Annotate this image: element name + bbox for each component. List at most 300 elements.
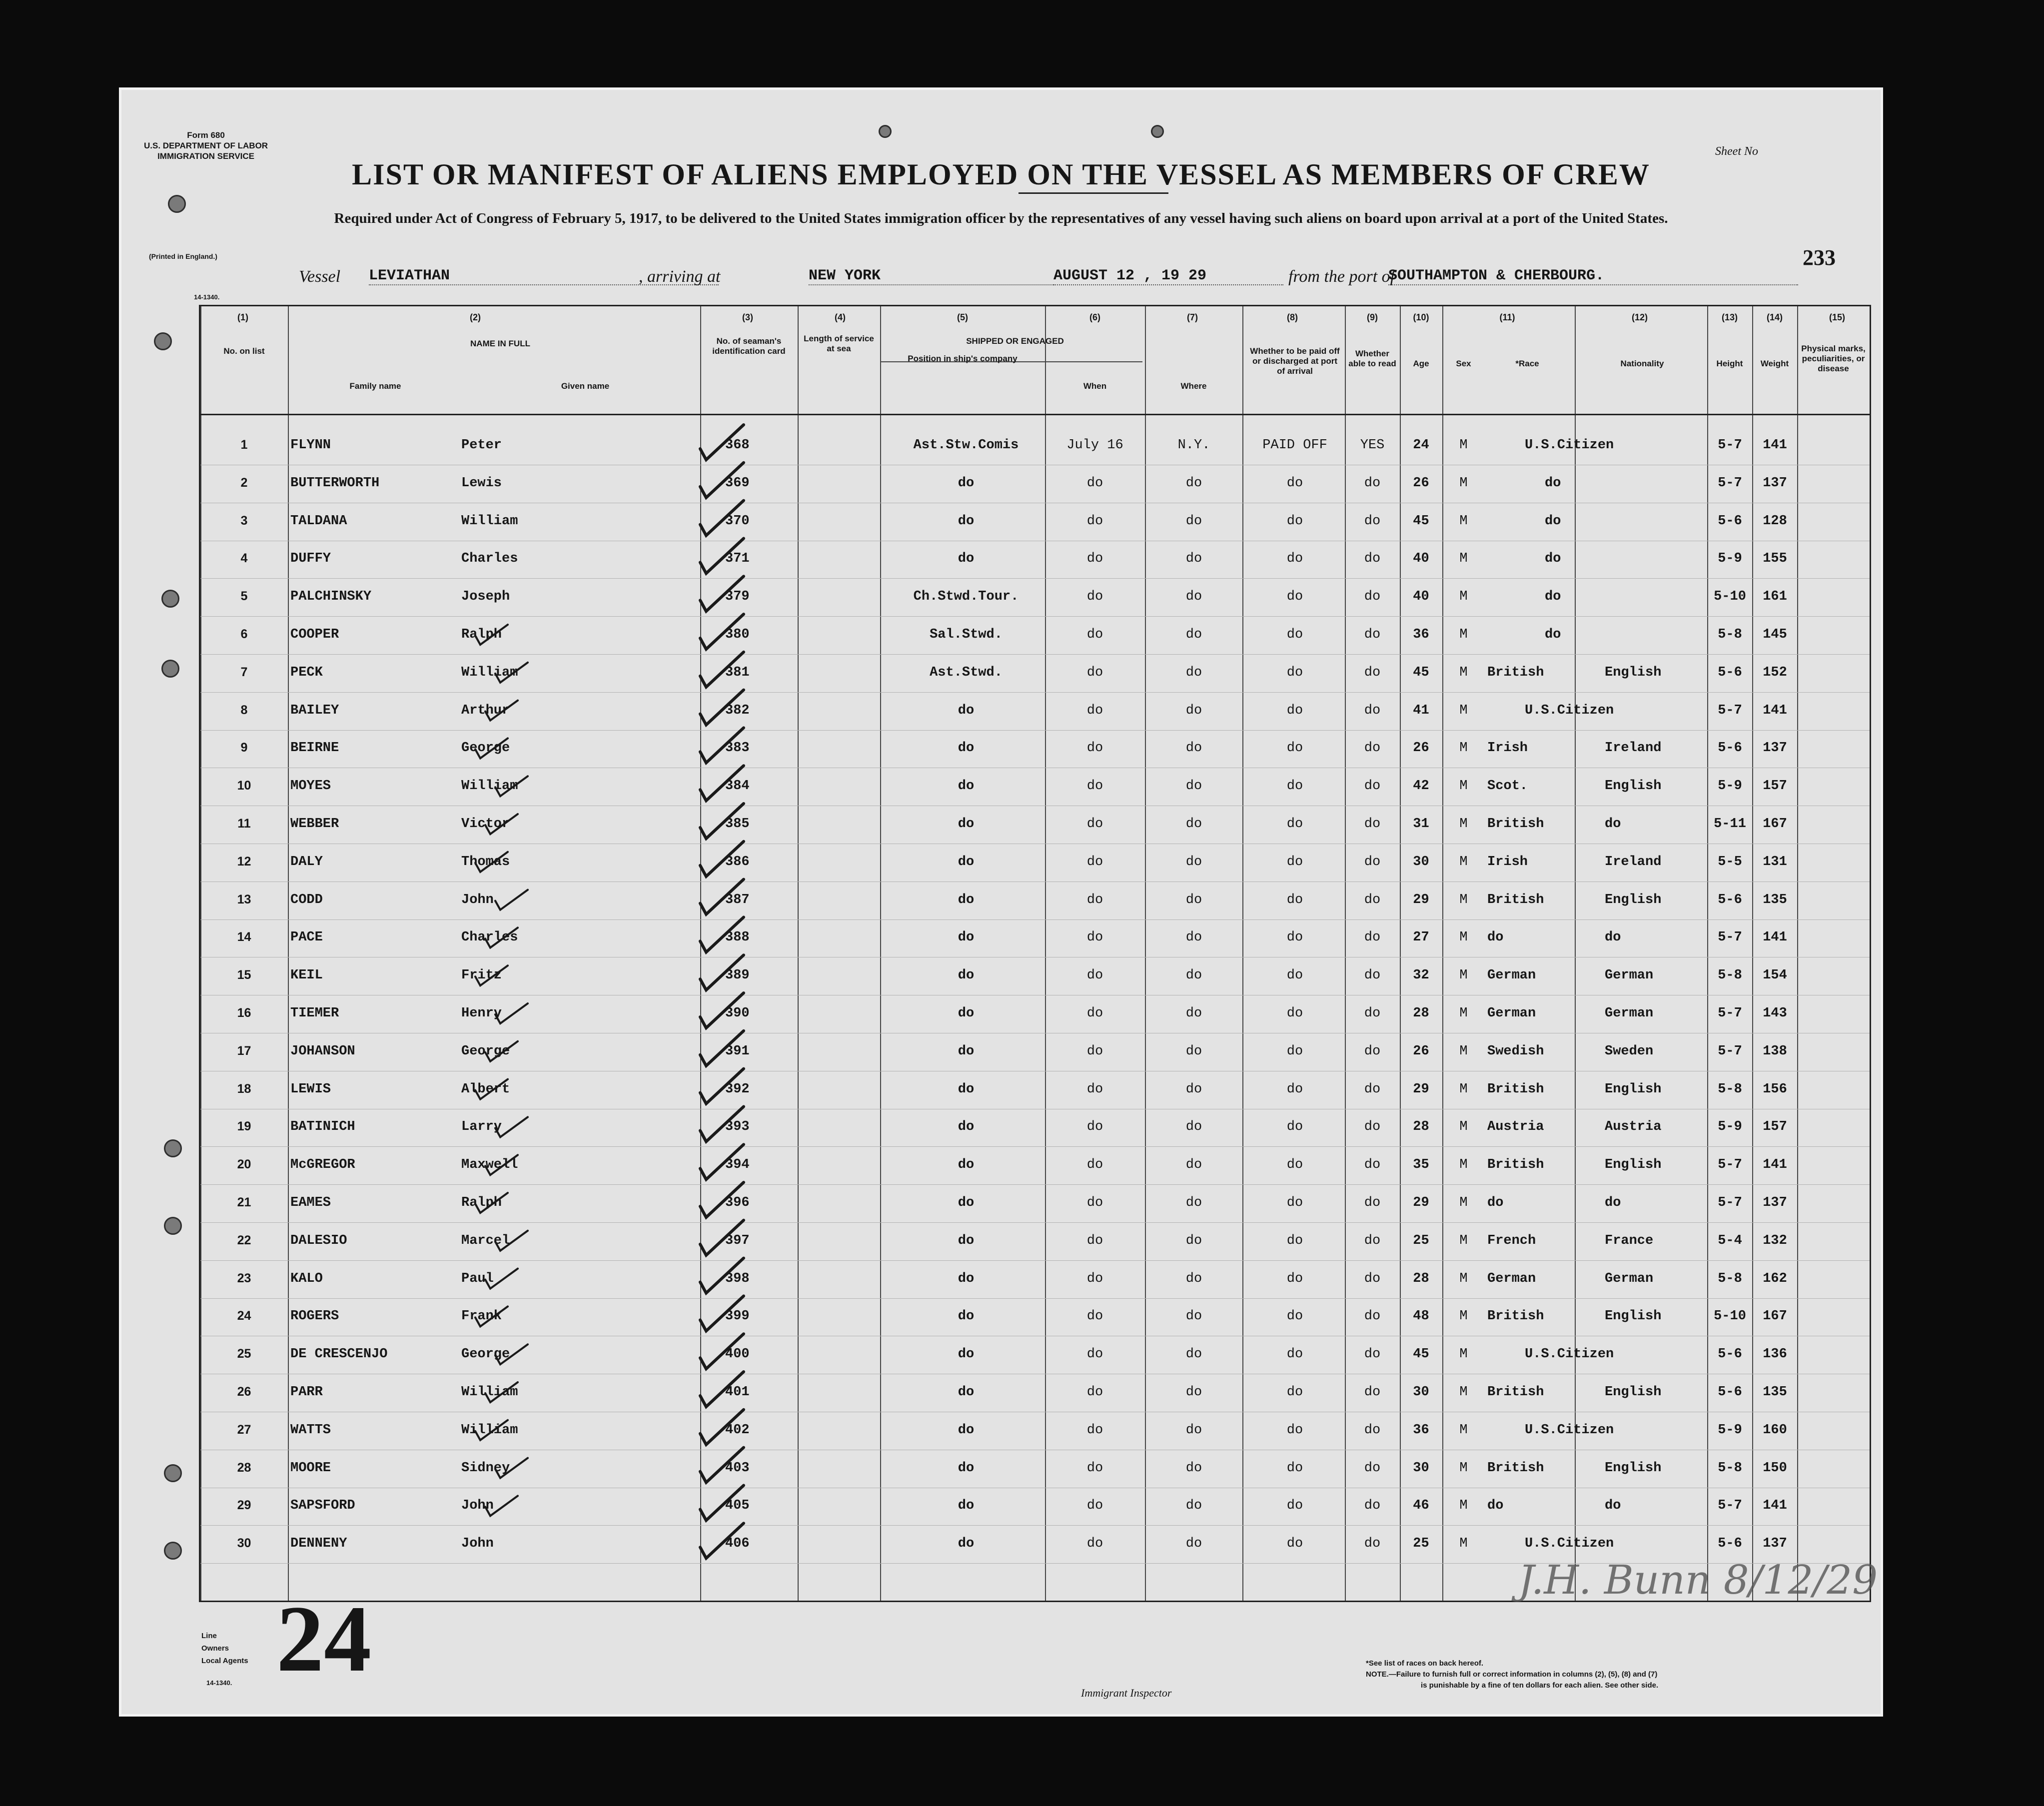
cell-race: British xyxy=(1487,1460,1544,1476)
cell-sex: M xyxy=(1459,854,1468,870)
cell-paid: do xyxy=(1286,1309,1303,1324)
cell-card: 396 xyxy=(725,1195,750,1210)
cell-given: William xyxy=(461,1385,518,1400)
header-num-15: (15) xyxy=(1829,312,1845,322)
cell-sex: M xyxy=(1459,1195,1468,1210)
cell-card: 385 xyxy=(725,817,750,832)
cell-age: 26 xyxy=(1413,741,1429,756)
cell-sex: M xyxy=(1459,1006,1468,1021)
cell-no: 26 xyxy=(237,1385,251,1399)
header-able-to-read: Whether able to read xyxy=(1348,349,1396,368)
cell-weight: 131 xyxy=(1763,854,1787,870)
cell-when: do xyxy=(1086,1157,1103,1173)
cell-sex: M xyxy=(1459,1309,1468,1324)
cell-when: do xyxy=(1086,854,1103,870)
cell-when: do xyxy=(1086,665,1103,680)
cell-age: 30 xyxy=(1413,854,1429,870)
header-where: Where xyxy=(1180,381,1207,391)
cell-card: 380 xyxy=(725,627,750,642)
cell-sex: M xyxy=(1459,1043,1468,1059)
cell-nationality: France xyxy=(1605,1233,1654,1248)
cell-read: do xyxy=(1364,1422,1381,1438)
cell-paid: do xyxy=(1286,817,1303,832)
cell-card: 402 xyxy=(725,1422,750,1438)
cell-position: Ast.Stwd. xyxy=(930,665,1003,680)
cell-race: U.S.Citizen xyxy=(1525,703,1614,718)
cell-where: do xyxy=(1185,779,1202,794)
cell-race: do xyxy=(1487,1498,1504,1514)
cell-when: do xyxy=(1086,1119,1103,1135)
note-races: *See list of races on back hereof. xyxy=(1366,1659,1484,1668)
cell-no: 9 xyxy=(240,741,248,755)
binder-hole xyxy=(161,660,179,678)
cell-no: 27 xyxy=(237,1422,251,1437)
cell-no: 21 xyxy=(237,1195,251,1209)
vessel-label: Vessel xyxy=(299,267,341,286)
from-port: SOUTHAMPTON & CHERBOURG. xyxy=(1388,267,1798,285)
cell-sex: M xyxy=(1459,703,1468,718)
cell-given: Albert xyxy=(461,1081,510,1097)
cell-position: do xyxy=(958,1309,975,1324)
header-num-2: (2) xyxy=(470,312,481,322)
cell-sex: M xyxy=(1459,741,1468,756)
cell-card: 387 xyxy=(725,892,750,907)
cell-read: do xyxy=(1364,1043,1381,1059)
cell-age: 26 xyxy=(1413,475,1429,491)
cell-paid: do xyxy=(1286,551,1303,567)
header-num-12: (12) xyxy=(1631,312,1648,322)
cell-height: 5-6 xyxy=(1718,1347,1742,1362)
cell-race: British xyxy=(1487,1157,1544,1173)
cell-weight: 150 xyxy=(1763,1460,1787,1476)
cell-age: 26 xyxy=(1413,1043,1429,1059)
cell-card: 399 xyxy=(725,1309,750,1324)
cell-given: Joseph xyxy=(461,589,510,605)
cell-where: do xyxy=(1185,1347,1202,1362)
cell-family: PALCHINSKY xyxy=(290,589,372,605)
cell-height: 5-8 xyxy=(1718,627,1742,642)
cell-nationality: do xyxy=(1605,1195,1621,1210)
cell-given: William xyxy=(461,513,518,529)
cell-when: do xyxy=(1086,1233,1103,1248)
header-id-card: No. of seaman's identification card xyxy=(712,336,786,356)
cell-weight: 157 xyxy=(1763,779,1787,794)
cell-age: 46 xyxy=(1413,1498,1429,1514)
cell-card: 401 xyxy=(725,1385,750,1400)
requirement-text: Required under Act of Congress of February 5, 1917, to be delivered to the United States immigration officer by the representatives of any vessel having such aliens on board upon arrival at a port of the United States. xyxy=(334,210,1668,226)
cell-no: 4 xyxy=(240,551,248,566)
cell-given: Frank xyxy=(461,1309,502,1324)
cell-where: do xyxy=(1185,475,1202,491)
cell-family: TALDANA xyxy=(290,513,347,529)
cell-given: Peter xyxy=(461,438,502,453)
cell-read: do xyxy=(1364,779,1381,794)
header-num-6: (6) xyxy=(1089,312,1100,322)
binder-hole xyxy=(168,195,186,213)
arrival-date: AUGUST 12 , 19 29 xyxy=(1053,267,1283,285)
cell-no: 19 xyxy=(237,1119,251,1134)
cell-position: do xyxy=(958,1385,975,1400)
cell-weight: 141 xyxy=(1763,930,1787,945)
cell-when: do xyxy=(1086,513,1103,529)
cell-where: do xyxy=(1185,1195,1202,1210)
cell-position: do xyxy=(958,1233,975,1248)
cell-position: do xyxy=(958,930,975,945)
cell-family: SAPSFORD xyxy=(290,1498,355,1514)
cell-position: Sal.Stwd. xyxy=(930,627,1003,642)
cell-nationality: Sweden xyxy=(1605,1043,1654,1059)
cell-height: 5-11 xyxy=(1714,817,1746,832)
cell-paid: do xyxy=(1286,513,1303,529)
cell-no: 29 xyxy=(237,1498,251,1513)
footer-line-label: Line xyxy=(201,1632,217,1640)
cell-family: MOYES xyxy=(290,779,331,794)
cell-height: 5-6 xyxy=(1718,665,1742,680)
cell-when: do xyxy=(1086,1271,1103,1286)
cell-weight: 136 xyxy=(1763,1347,1787,1362)
cell-race: German xyxy=(1487,1006,1536,1021)
cell-position: do xyxy=(958,1347,975,1362)
cell-no: 10 xyxy=(237,779,251,793)
cell-age: 45 xyxy=(1413,513,1429,529)
binder-hole xyxy=(879,125,892,138)
cell-paid: do xyxy=(1286,627,1303,642)
cell-age: 30 xyxy=(1413,1460,1429,1476)
cell-height: 5-8 xyxy=(1718,1081,1742,1097)
header-num-3: (3) xyxy=(742,312,753,322)
cell-height: 5-10 xyxy=(1714,1309,1746,1324)
cell-read: do xyxy=(1364,930,1381,945)
cell-read: do xyxy=(1364,513,1381,529)
cell-family: ROGERS xyxy=(290,1309,339,1324)
cell-nationality: English xyxy=(1605,779,1662,794)
cell-position: do xyxy=(958,968,975,983)
cell-weight: 137 xyxy=(1763,1536,1787,1552)
cell-when: do xyxy=(1086,1385,1103,1400)
cell-given: Paul xyxy=(461,1271,494,1286)
header-sex: Sex xyxy=(1456,359,1471,368)
cell-weight: 152 xyxy=(1763,665,1787,680)
cell-weight: 132 xyxy=(1763,1233,1787,1248)
print-code: 14-1340. xyxy=(194,293,220,301)
cell-position: Ast.Stw.Comis xyxy=(913,438,1019,453)
cell-weight: 143 xyxy=(1763,1006,1787,1021)
cell-when: July 16 xyxy=(1066,438,1123,453)
cell-where: do xyxy=(1185,1498,1202,1514)
cell-position: do xyxy=(958,1195,975,1210)
title-rule xyxy=(1019,192,1168,194)
cell-age: 40 xyxy=(1413,589,1429,605)
cell-where: do xyxy=(1185,1006,1202,1021)
cell-sex: M xyxy=(1459,930,1468,945)
header-height: Height xyxy=(1716,359,1743,368)
binder-hole xyxy=(164,1139,182,1157)
cell-height: 5-4 xyxy=(1718,1233,1742,1248)
footer-notes xyxy=(1366,1658,1658,1691)
cell-height: 5-9 xyxy=(1718,1422,1742,1438)
cell-position: do xyxy=(958,513,975,529)
cell-paid: do xyxy=(1286,1043,1303,1059)
cell-read: do xyxy=(1364,1195,1381,1210)
cell-given: Sidney xyxy=(461,1460,510,1476)
cell-sex: M xyxy=(1459,513,1468,529)
cell-weight: 137 xyxy=(1763,741,1787,756)
cell-position: do xyxy=(958,854,975,870)
cell-when: do xyxy=(1086,551,1103,567)
cell-card: 405 xyxy=(725,1498,750,1514)
cell-weight: 167 xyxy=(1763,817,1787,832)
inspector-signature: J.H. Bunn 8/12/29 xyxy=(1518,1557,1878,1603)
header-length-service: Length of service at sea xyxy=(804,334,874,353)
cell-where: do xyxy=(1185,1119,1202,1135)
cell-position: do xyxy=(958,1422,975,1438)
cell-given: George xyxy=(461,1043,510,1059)
cell-weight: 141 xyxy=(1763,1498,1787,1514)
cell-position: Ch.Stwd.Tour. xyxy=(913,589,1019,605)
cell-race: do xyxy=(1545,627,1561,642)
cell-height: 5-6 xyxy=(1718,741,1742,756)
cell-race: French xyxy=(1487,1233,1536,1248)
cell-read: do xyxy=(1364,1006,1381,1021)
cell-given: Henry xyxy=(461,1006,502,1021)
cell-card: 383 xyxy=(725,741,750,756)
header-num-13: (13) xyxy=(1721,312,1738,322)
cell-race: do xyxy=(1545,551,1561,567)
cell-given: John xyxy=(461,1536,494,1552)
cell-when: do xyxy=(1086,1195,1103,1210)
cell-weight: 162 xyxy=(1763,1271,1787,1286)
cell-no: 2 xyxy=(240,475,248,490)
binder-hole xyxy=(1151,125,1164,138)
cell-height: 5-9 xyxy=(1718,551,1742,567)
cell-where: do xyxy=(1185,817,1202,832)
cell-no: 30 xyxy=(237,1536,251,1551)
cell-sex: M xyxy=(1459,1347,1468,1362)
cell-where: do xyxy=(1185,665,1202,680)
cell-read: YES xyxy=(1360,438,1385,453)
cell-race: British xyxy=(1487,1385,1544,1400)
cell-family: CODD xyxy=(290,892,323,907)
cell-age: 30 xyxy=(1413,1385,1429,1400)
cell-no: 8 xyxy=(240,703,248,717)
cell-position: do xyxy=(958,551,975,567)
cell-paid: do xyxy=(1286,1385,1303,1400)
cell-age: 41 xyxy=(1413,703,1429,718)
cell-position: do xyxy=(958,1271,975,1286)
check-mark-icon xyxy=(495,890,528,910)
cell-position: do xyxy=(958,1460,975,1476)
cell-card: 400 xyxy=(725,1347,750,1362)
cell-given: Lewis xyxy=(461,475,502,491)
cell-paid: do xyxy=(1286,1347,1303,1362)
cell-weight: 157 xyxy=(1763,1119,1787,1135)
cell-weight: 160 xyxy=(1763,1422,1787,1438)
cell-where: do xyxy=(1185,1536,1202,1552)
cell-position: do xyxy=(958,892,975,907)
cell-where: do xyxy=(1185,703,1202,718)
cell-race: Irish xyxy=(1487,741,1528,756)
cell-no: 12 xyxy=(237,854,251,869)
cell-when: do xyxy=(1086,817,1103,832)
header-position: Position in ship's company xyxy=(908,354,1018,363)
sheet-no-label: Sheet No xyxy=(1715,145,1758,158)
cell-read: do xyxy=(1364,1119,1381,1135)
cell-read: do xyxy=(1364,589,1381,605)
cell-position: do xyxy=(958,1498,975,1514)
cell-sex: M xyxy=(1459,892,1468,907)
cell-age: 28 xyxy=(1413,1119,1429,1135)
cell-no: 11 xyxy=(237,817,251,831)
page-number: 233 xyxy=(1803,245,1836,270)
cell-height: 5-7 xyxy=(1718,703,1742,718)
cell-family: DUFFY xyxy=(290,551,331,567)
header-given-name: Given name xyxy=(561,381,610,391)
cell-race: British xyxy=(1487,1081,1544,1097)
cell-given: Victor xyxy=(461,817,510,832)
cell-card: 390 xyxy=(725,1006,750,1021)
cell-height: 5-8 xyxy=(1718,1271,1742,1286)
cell-race: Austria xyxy=(1487,1119,1544,1135)
cell-race: German xyxy=(1487,1271,1536,1286)
cell-where: do xyxy=(1185,1081,1202,1097)
cell-paid: PAID OFF xyxy=(1262,438,1327,453)
cell-given: Ralph xyxy=(461,627,502,642)
cell-card: 370 xyxy=(725,513,750,529)
cell-card: 381 xyxy=(725,665,750,680)
cell-race: Irish xyxy=(1487,854,1528,870)
cell-when: do xyxy=(1086,741,1103,756)
cell-where: do xyxy=(1185,1271,1202,1286)
cell-weight: 128 xyxy=(1763,513,1787,529)
cell-sex: M xyxy=(1459,475,1468,491)
cell-where: do xyxy=(1185,627,1202,642)
note-fine-2: is punishable by a fine of ten dollars for each alien. See other side. xyxy=(1421,1681,1659,1690)
cell-no: 1 xyxy=(240,438,248,452)
cell-read: do xyxy=(1364,1536,1381,1552)
immigrant-inspector-label: Immigrant Inspector xyxy=(1081,1687,1172,1699)
cell-read: do xyxy=(1364,968,1381,983)
cell-no: 16 xyxy=(237,1006,251,1020)
cell-position: do xyxy=(958,1157,975,1173)
cell-weight: 156 xyxy=(1763,1081,1787,1097)
cell-height: 5-10 xyxy=(1714,589,1746,605)
crew-table xyxy=(199,305,1871,1602)
cell-paid: do xyxy=(1286,1498,1303,1514)
cell-age: 32 xyxy=(1413,968,1429,983)
cell-age: 45 xyxy=(1413,1347,1429,1362)
cell-sex: M xyxy=(1459,1498,1468,1514)
cell-age: 27 xyxy=(1413,930,1429,945)
cell-where: do xyxy=(1185,513,1202,529)
cell-height: 5-9 xyxy=(1718,1119,1742,1135)
cell-age: 25 xyxy=(1413,1233,1429,1248)
cell-sex: M xyxy=(1459,551,1468,567)
cell-read: do xyxy=(1364,1385,1381,1400)
cell-height: 5-9 xyxy=(1718,779,1742,794)
page-title: LIST OR MANIFEST OF ALIENS EMPLOYED ON THE VESSEL AS MEMBERS OF CREW xyxy=(352,158,1650,191)
cell-given: Maxwell xyxy=(461,1157,518,1173)
cell-age: 48 xyxy=(1413,1309,1429,1324)
header-num-7: (7) xyxy=(1187,312,1198,322)
cell-where: do xyxy=(1185,589,1202,605)
cell-age: 42 xyxy=(1413,779,1429,794)
cell-age: 29 xyxy=(1413,892,1429,907)
cell-no: 28 xyxy=(237,1460,251,1475)
cell-family: WATTS xyxy=(290,1422,331,1438)
cell-where: do xyxy=(1185,1233,1202,1248)
cell-nationality: Ireland xyxy=(1605,741,1662,756)
cell-nationality: do xyxy=(1605,1498,1621,1514)
cell-position: do xyxy=(958,817,975,832)
cell-where: do xyxy=(1185,1309,1202,1324)
cell-race: do xyxy=(1487,1195,1504,1210)
cell-height: 5-8 xyxy=(1718,968,1742,983)
cell-family: PECK xyxy=(290,665,323,680)
cell-given: Fritz xyxy=(461,968,502,983)
cell-race: Scot. xyxy=(1487,779,1528,794)
header-num-8: (8) xyxy=(1287,312,1298,322)
cell-card: 392 xyxy=(725,1081,750,1097)
cell-card: 406 xyxy=(725,1536,750,1552)
cell-read: do xyxy=(1364,551,1381,567)
cell-family: FLYNN xyxy=(290,438,331,453)
cell-card: 393 xyxy=(725,1119,750,1135)
cell-card: 398 xyxy=(725,1271,750,1286)
cell-race: do xyxy=(1545,513,1561,529)
cell-sex: M xyxy=(1459,1460,1468,1476)
cell-height: 5-7 xyxy=(1718,1498,1742,1514)
cell-race: U.S.Citizen xyxy=(1525,1347,1614,1362)
cell-paid: do xyxy=(1286,1233,1303,1248)
binder-hole xyxy=(161,590,179,608)
cell-read: do xyxy=(1364,854,1381,870)
cell-weight: 161 xyxy=(1763,589,1787,605)
cell-when: do xyxy=(1086,1536,1103,1552)
cell-weight: 154 xyxy=(1763,968,1787,983)
cell-nationality: English xyxy=(1605,665,1662,680)
cell-where: do xyxy=(1185,968,1202,983)
cell-given: Thomas xyxy=(461,854,510,870)
cell-paid: do xyxy=(1286,589,1303,605)
cell-paid: do xyxy=(1286,1119,1303,1135)
cell-card: 369 xyxy=(725,475,750,491)
cell-family: BAILEY xyxy=(290,703,339,718)
cell-race: British xyxy=(1487,817,1544,832)
arriving-port: NEW YORK xyxy=(809,267,1053,285)
header-shipped-engaged: SHIPPED OR ENGAGED xyxy=(966,336,1064,346)
header-num-14: (14) xyxy=(1766,312,1783,322)
cell-paid: do xyxy=(1286,475,1303,491)
cell-read: do xyxy=(1364,1460,1381,1476)
cell-read: do xyxy=(1364,665,1381,680)
cell-given: Ralph xyxy=(461,1195,502,1210)
cell-age: 28 xyxy=(1413,1006,1429,1021)
cell-family: WEBBER xyxy=(290,817,339,832)
cell-family: BATINICH xyxy=(290,1119,355,1135)
cell-where: N.Y. xyxy=(1177,438,1210,453)
cell-read: do xyxy=(1364,703,1381,718)
cell-when: do xyxy=(1086,930,1103,945)
header-physical-marks: Physical marks, peculiarities, or disease xyxy=(1801,344,1866,373)
cell-paid: do xyxy=(1286,1271,1303,1286)
cell-when: do xyxy=(1086,968,1103,983)
cell-age: 29 xyxy=(1413,1081,1429,1097)
cell-age: 29 xyxy=(1413,1195,1429,1210)
cell-when: do xyxy=(1086,1498,1103,1514)
cell-given: George xyxy=(461,741,510,756)
header-when: When xyxy=(1083,381,1107,391)
cell-no: 22 xyxy=(237,1233,251,1247)
